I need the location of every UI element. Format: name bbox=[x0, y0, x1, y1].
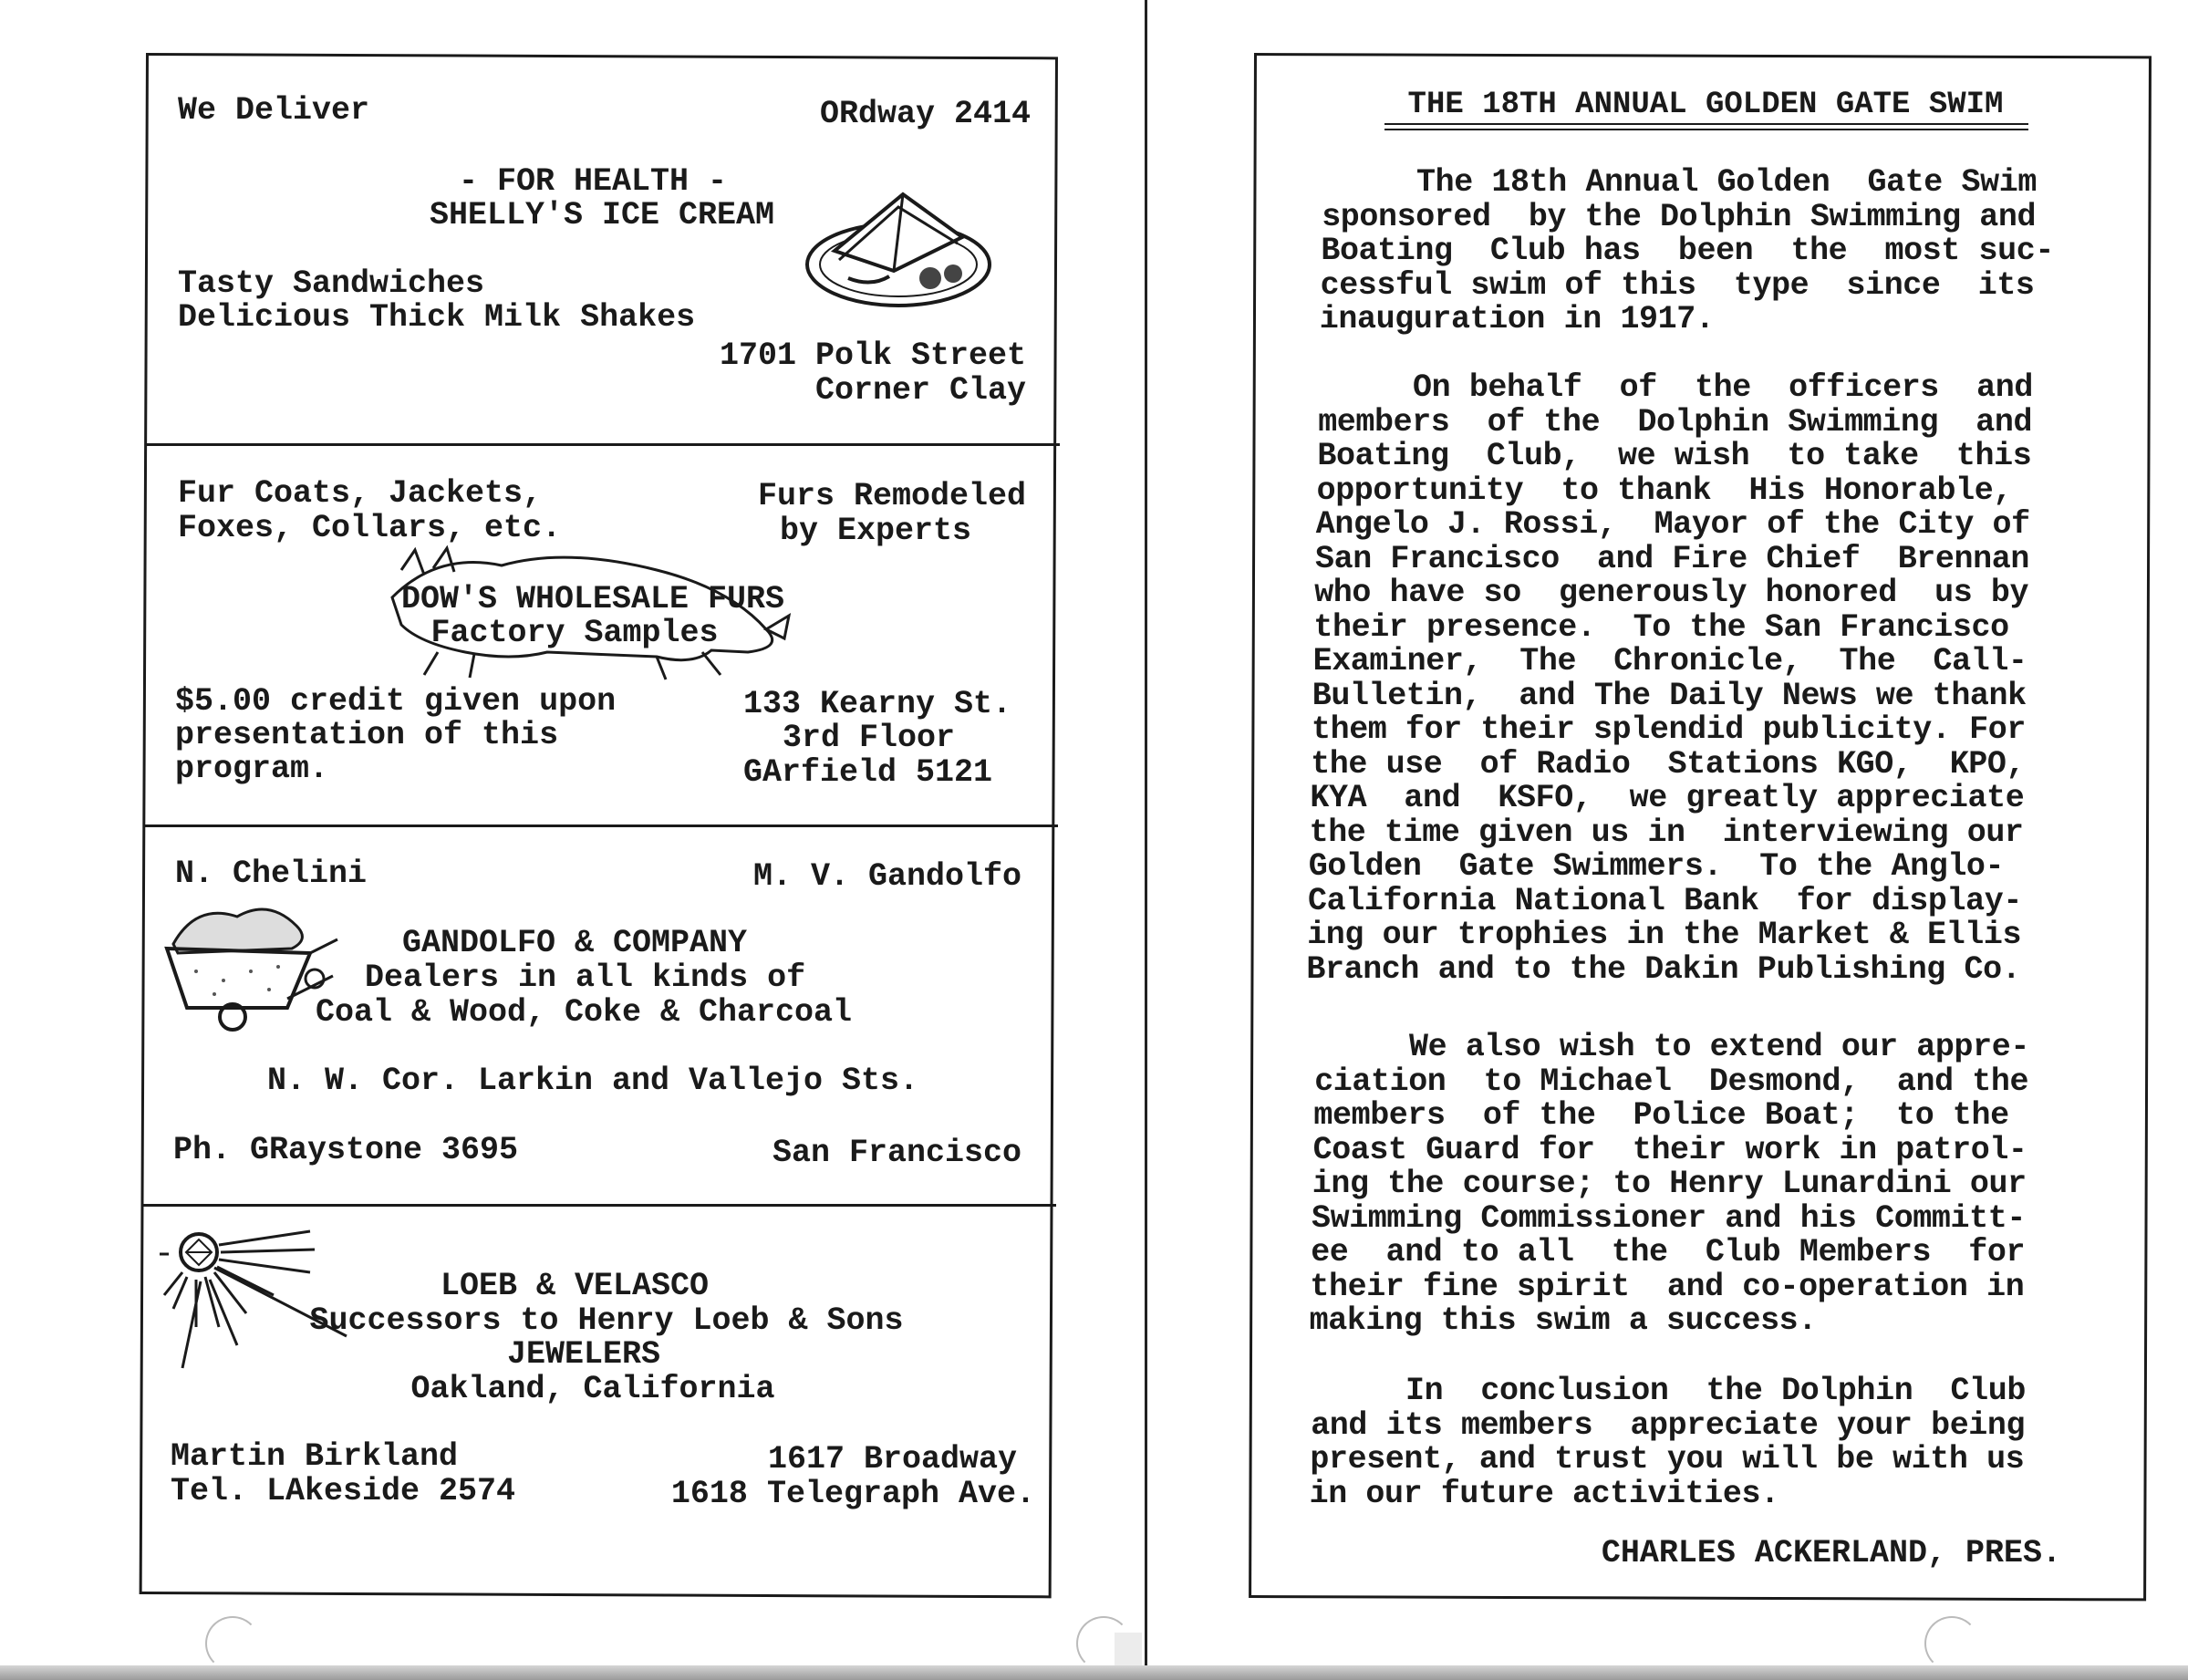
letter-line: Boating Club, we wish to take this bbox=[1317, 438, 2032, 474]
letter-line: ciation to Michael Desmond, and the bbox=[1314, 1063, 2029, 1100]
binding-hole-left bbox=[205, 1616, 260, 1671]
center-fold bbox=[1145, 0, 1147, 1680]
letter-line: the use of Radio Stations KGO, KPO, bbox=[1311, 745, 2026, 783]
letter-line: the time given us in interviewing our bbox=[1309, 814, 2024, 851]
loeb-contact: Martin Birkland bbox=[171, 1438, 459, 1475]
shelly-line-sandwiches: Tasty Sandwiches bbox=[178, 265, 485, 302]
title-underline-1 bbox=[1384, 123, 2028, 125]
ad-divider-3 bbox=[141, 1204, 1056, 1207]
shelly-address-street: 1701 Polk Street bbox=[719, 337, 1026, 374]
letter-line: their fine spirit and co-operation in bbox=[1310, 1268, 2025, 1305]
letter-line: ee and to all the Club Members for bbox=[1311, 1234, 2026, 1270]
dows-name: DOW'S WHOLESALE FURS bbox=[400, 581, 785, 617]
letter-line: The 18th Annual Golden Gate Swim bbox=[1322, 164, 2037, 201]
dows-phone: GArfield 5121 bbox=[743, 754, 993, 791]
fur-remodeled: Furs Remodeled bbox=[757, 478, 1026, 514]
letter-line: Golden Gate Swimmers. To the Anglo- bbox=[1308, 848, 2005, 885]
shelly-line-milkshakes: Delicious Thick Milk Shakes bbox=[178, 299, 696, 336]
gandolfo-products-line: Coal & Wood, Coke & Charcoal bbox=[315, 994, 853, 1031]
letter-line: ing the course; to Henry Lunardini our bbox=[1312, 1166, 2027, 1202]
letter-line: In conclusion the Dolphin Club bbox=[1312, 1373, 2026, 1409]
letter-line: California National Bank for display- bbox=[1308, 882, 2022, 919]
letter-line: opportunity to thank His Honorable, bbox=[1316, 472, 2012, 509]
fur-by-experts: by Experts bbox=[779, 513, 972, 549]
letter-line: cessful swim of this type since its bbox=[1320, 266, 2035, 304]
letter-line: sponsored by the Dolphin Swimming and bbox=[1322, 198, 2037, 235]
binding-hole-middle bbox=[1076, 1616, 1131, 1671]
letter-line: Coast Guard for their work in patrol- bbox=[1312, 1131, 2027, 1168]
letter-line: We also wish to extend our appre- bbox=[1315, 1029, 2029, 1065]
letter-line: Branch and to the Dakin Publishing Co. bbox=[1306, 950, 2021, 988]
letter-line: On behalf of the officers and bbox=[1319, 369, 2033, 406]
gandolfo-dealers-line: Dealers in all kinds of bbox=[365, 959, 806, 996]
letter-line: KYA and KSFO, we greatly appreciate bbox=[1310, 780, 2025, 816]
dows-address-street: 133 Kearny St. bbox=[743, 686, 1012, 722]
swim-title: THE 18TH ANNUAL GOLDEN GATE SWIM bbox=[1407, 88, 2004, 122]
loeb-address-broadway: 1617 Broadway bbox=[767, 1441, 1017, 1478]
loeb-phone: Tel. LAkeside 2574 bbox=[171, 1473, 516, 1509]
for-health-tagline: - FOR HEALTH - bbox=[458, 163, 728, 200]
ad-divider-2 bbox=[144, 824, 1058, 827]
letter-line: Angelo J. Rossi, Mayor of the City of bbox=[1315, 506, 2030, 543]
letter-line: San Francisco and Fire Chief Brennan bbox=[1315, 540, 2029, 577]
dows-address-floor: 3rd Floor bbox=[783, 720, 956, 756]
gandolfo-owner-gandolfo: M. V. Gandolfo bbox=[752, 858, 1021, 895]
letter-line: in our future activities. bbox=[1309, 1475, 1779, 1512]
letter-line: Bulletin, and The Daily News we thank bbox=[1312, 677, 2027, 714]
letter-line: ing our trophies in the Market & Ellis bbox=[1307, 917, 2022, 953]
sandwich-plate-icon bbox=[803, 187, 994, 310]
title-underline-2 bbox=[1384, 129, 2028, 130]
loeb-name: LOEB & VELASCO bbox=[440, 1268, 710, 1304]
signature: CHARLES ACKERLAND, PRES. bbox=[1601, 1535, 2061, 1571]
fur-line-coats: Fur Coats, Jackets, bbox=[178, 475, 543, 512]
letter-line: Examiner, The Chronicle, The Call- bbox=[1312, 643, 2027, 679]
loeb-jewelers: JEWELERS bbox=[506, 1336, 661, 1373]
shelly-address-corner: Corner Clay bbox=[814, 372, 1026, 409]
dows-factory-samples: Factory Samples bbox=[430, 615, 719, 651]
loeb-city: Oakland, California bbox=[410, 1371, 775, 1407]
letter-line: them for their splendid publicity. For bbox=[1312, 711, 2026, 748]
letter-line: and its members appreciate your being bbox=[1311, 1406, 2026, 1444]
dows-credit-line3: program. bbox=[175, 751, 329, 787]
letter-line: Swimming Commissioner and his Committ- bbox=[1312, 1199, 2026, 1237]
fur-line-foxes: Foxes, Collars, etc. bbox=[178, 510, 562, 546]
dows-credit-line1: $5.00 credit given upon bbox=[175, 683, 617, 720]
letter-line: Boating Club has been the most suc- bbox=[1321, 233, 2054, 269]
shelly-phone: ORdway 2414 bbox=[819, 96, 1031, 132]
ad-divider-1 bbox=[146, 443, 1060, 446]
gandolfo-owner-chelini: N. Chelini bbox=[175, 856, 368, 892]
gandolfo-phone: Ph. GRaystone 3695 bbox=[173, 1132, 519, 1168]
letter-line: inauguration in 1917. bbox=[1319, 301, 1715, 337]
gandolfo-city: San Francisco bbox=[772, 1135, 1021, 1171]
letter-line: making this swim a success. bbox=[1309, 1302, 1817, 1339]
gandolfo-name: GANDOLFO & COMPANY bbox=[401, 925, 748, 961]
letter-line: their presence. To the San Francisco bbox=[1313, 608, 2009, 646]
dows-credit-line2: presentation of this bbox=[175, 717, 559, 753]
loeb-successors: Successors to Henry Loeb & Sons bbox=[309, 1302, 904, 1339]
letter-line: members of the Dolphin Swimming and bbox=[1318, 403, 2033, 441]
letter-line: members of the Police Boat; to the bbox=[1313, 1097, 2009, 1134]
loeb-address-telegraph: 1618 Telegraph Ave. bbox=[670, 1476, 1035, 1512]
shelly-name: SHELLY'S ICE CREAM bbox=[429, 197, 775, 233]
letter-line: present, and trust you will be with us bbox=[1310, 1441, 2025, 1478]
gandolfo-address: N. W. Cor. Larkin and Vallejo Sts. bbox=[266, 1063, 919, 1099]
binding-hole-right bbox=[1924, 1616, 1979, 1671]
we-deliver-text: We Deliver bbox=[178, 92, 370, 129]
letter-line: who have so generously honored us by bbox=[1314, 575, 2029, 611]
